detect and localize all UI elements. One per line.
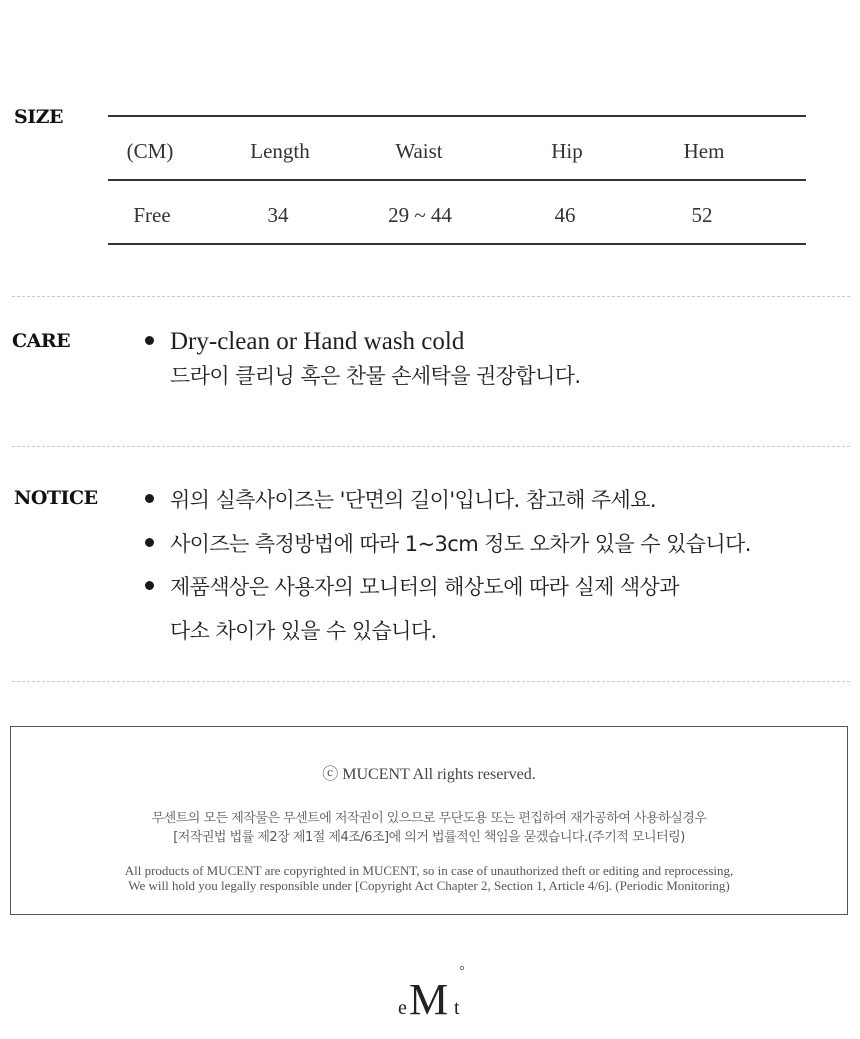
copyright-kr-line-1: 무센트의 모든 제작물은 무센트에 저작권이 있으므로 무단도용 또는 편집하여 재가공하여 사용하실경우	[151, 811, 707, 826]
svg-text:t: t	[454, 997, 460, 1019]
header-unit: (CM)	[126, 139, 174, 163]
notice-item	[145, 484, 656, 514]
brand-logo	[392, 962, 472, 1022]
table-top-rule	[108, 115, 806, 117]
bullet-icon	[145, 538, 154, 547]
divider	[12, 296, 850, 297]
table-bottom-rule	[108, 243, 806, 245]
bullet-icon	[145, 581, 154, 590]
row-size: Free	[133, 203, 171, 227]
notice-label: NOTICE	[14, 487, 98, 509]
care-label: CARE	[12, 330, 71, 352]
copyright-box	[10, 726, 848, 915]
notice-text-continued: 다소 차이가 있을 수 있습니다.	[170, 619, 437, 643]
notice-text: 사이즈는 측정방법에 따라 1~3cm 정도 오차가 있을 수 있습니다.	[170, 532, 751, 556]
header-hip: Hip	[551, 139, 583, 163]
row-waist: 29 ~ 44	[388, 203, 452, 227]
brand-logo-icon	[392, 962, 472, 1022]
header-hem: Hem	[683, 139, 725, 163]
bullet-icon	[145, 494, 154, 503]
notice-text: 위의 실측사이즈는 '단면의 길이'입니다. 참고해 주세요.	[170, 488, 656, 512]
svg-text:e: e	[398, 997, 407, 1019]
row-length: 34	[267, 203, 289, 227]
copyright-title: ⓒ MUCENT All rights reserved.	[322, 766, 536, 783]
divider	[12, 446, 850, 447]
notice-item	[145, 571, 679, 601]
size-label: SIZE	[14, 106, 63, 128]
header-length: Length	[250, 139, 310, 163]
divider	[12, 681, 850, 682]
notice-text: 제품색상은 사용자의 모니터의 해상도에 따라 실제 색상과	[170, 575, 679, 599]
notice-item	[145, 528, 751, 558]
header-waist: Waist	[395, 139, 443, 163]
row-hem: 52	[691, 203, 713, 227]
care-line-en: Dry-clean or Hand wash cold	[170, 328, 465, 355]
care-item	[145, 328, 464, 356]
table-mid-rule	[108, 179, 806, 181]
bullet-icon	[145, 336, 154, 345]
copyright-en-line-2: We will hold you legally responsible under [Copyright Act Chapter 2, Section 1, Article 4/6]. (Periodic Monitoring)	[128, 878, 730, 893]
svg-text:M: M	[409, 975, 449, 1022]
care-line-kr: 드라이 클리닝 혹은 찬물 손세탁을 권장합니다.	[170, 364, 581, 388]
copyright-en-line-1: All products of MUCENT are copyrighted in MUCENT, so in case of unauthorized theft or editing and reprocessing,	[124, 863, 734, 878]
row-hip: 46	[554, 203, 576, 227]
copyright-kr-line-2: [저작권법 법률 제2장 제1절 제4조/6조]에 의거 법률적인 책임을 묻겠습니다.(주기적 모니터링)	[173, 830, 685, 845]
